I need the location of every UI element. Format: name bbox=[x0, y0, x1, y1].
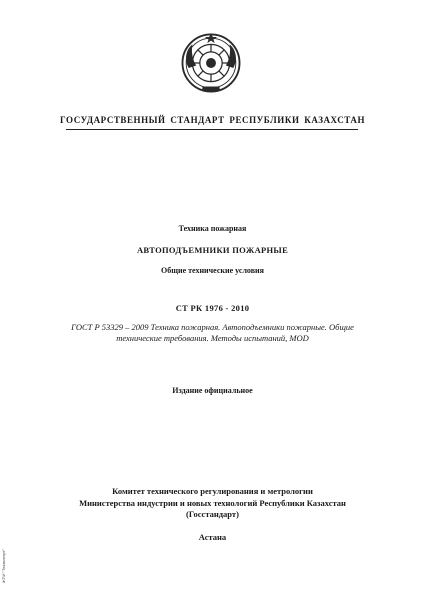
issuer-line-1: Комитет технического регулирования и метрологии bbox=[112, 486, 313, 496]
issuer-block bbox=[0, 486, 425, 521]
document-title: АВТОПОДЪЕМНИКИ ПОЖАРНЫЕ bbox=[136, 245, 289, 255]
reference-line-1: ГОСТ Р 53329 – 2009 Техника пожарная. Автоподъемники пожарные. Общие bbox=[71, 322, 354, 332]
issuer-line-2: Министерства индустрии и новых технологий Республики Казахстан bbox=[79, 497, 346, 508]
document-subtitle: Общие технические условия bbox=[160, 266, 264, 275]
issuer-line-3: (Госстандарт) bbox=[186, 509, 239, 519]
state-emblem-icon bbox=[180, 32, 242, 94]
document-subject: Техника пожарная bbox=[178, 224, 247, 233]
city-label: Астана bbox=[198, 532, 227, 542]
reference-standard bbox=[0, 322, 425, 344]
header-divider bbox=[66, 129, 358, 130]
reference-line-2: технические требования. Методы испытаний, MOD bbox=[116, 333, 309, 343]
sidebar-watermark-note: ЖПИ "Техэксперт" bbox=[1, 549, 6, 583]
document-header-title: ГОСУДАРСТВЕННЫЙ СТАНДАРТ РЕСПУБЛИКИ КАЗАХСТАН bbox=[59, 115, 366, 125]
edition-label: Издание официальное bbox=[172, 386, 253, 395]
standard-code: СТ РК 1976 - 2010 bbox=[175, 303, 250, 313]
